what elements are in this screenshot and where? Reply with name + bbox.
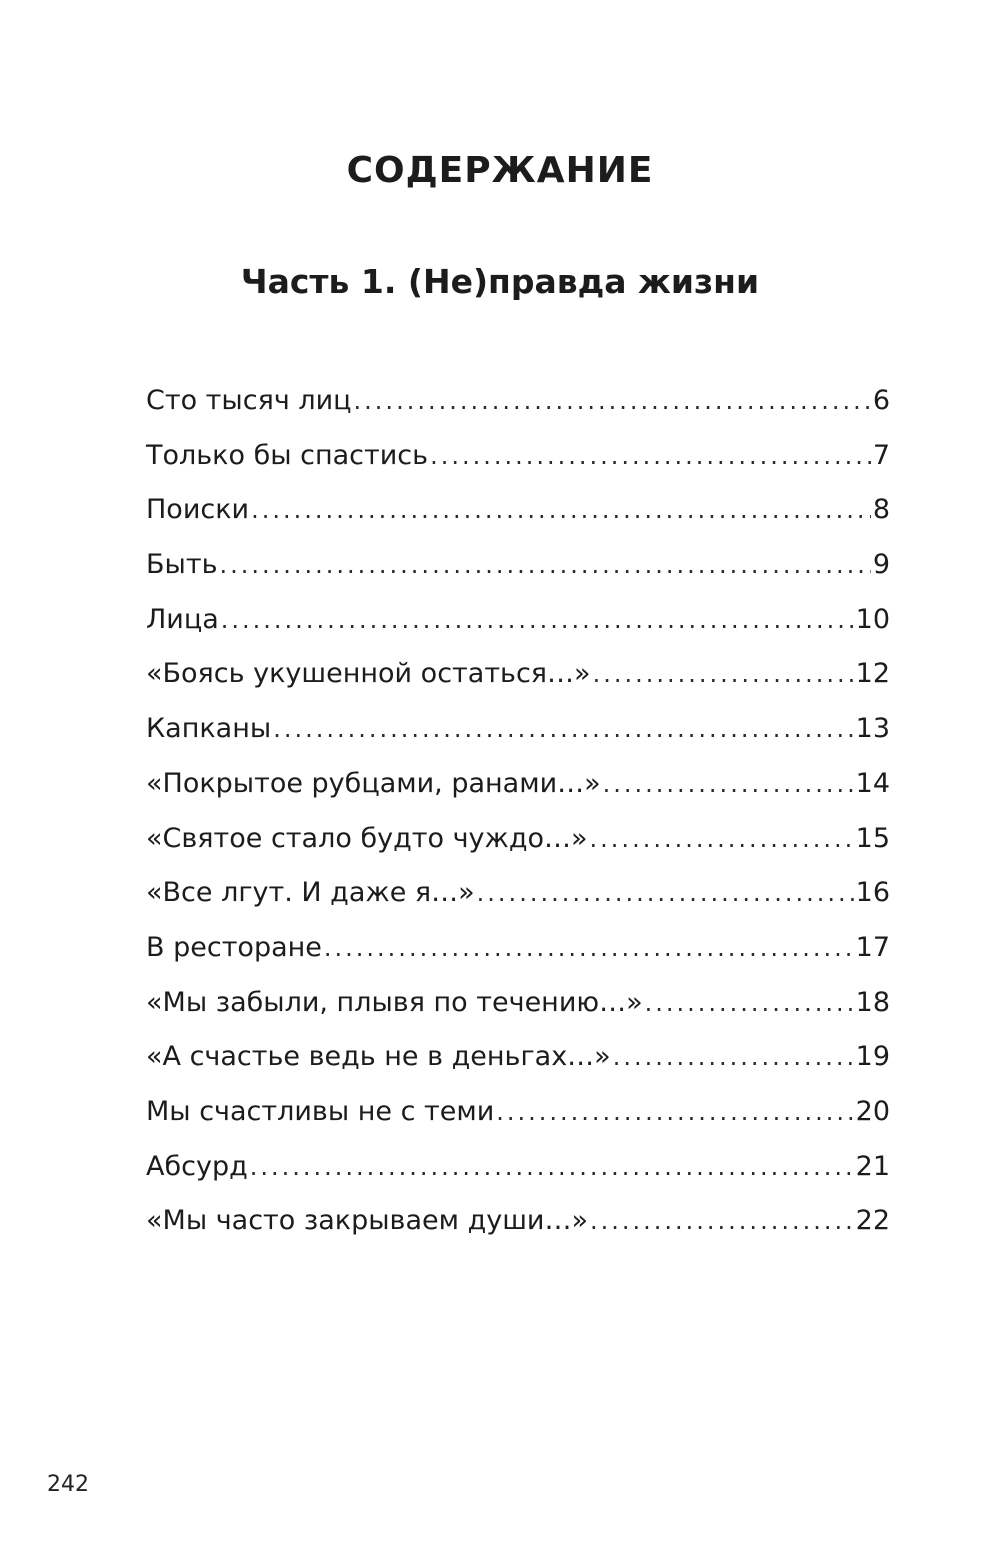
toc-entry-page: 20 <box>855 1095 890 1127</box>
toc-entry-page: 9 <box>872 549 890 581</box>
toc-entry-title: «Мы часто закрываем души…» <box>146 1205 588 1237</box>
toc-entry[interactable] <box>146 976 890 1031</box>
toc-entry-title: «А счастье ведь не в деньгах…» <box>146 1041 611 1073</box>
dot-leader <box>477 866 854 921</box>
toc-entry-page: 19 <box>855 1041 890 1073</box>
dot-leader <box>219 538 870 593</box>
toc-entry[interactable] <box>146 1140 890 1195</box>
dot-leader <box>603 757 854 812</box>
page-number: 242 <box>47 1472 89 1497</box>
dot-leader <box>590 812 854 867</box>
toc-entry-title: Быть <box>146 549 218 581</box>
toc-entry-title: Сто тысяч лиц <box>146 385 352 416</box>
dot-leader <box>354 374 871 429</box>
dot-leader <box>613 1030 854 1085</box>
toc-entry[interactable] <box>146 1030 890 1085</box>
toc-entry-page: 22 <box>855 1205 890 1237</box>
contents-heading: СОДЕРЖАНИЕ <box>346 150 654 191</box>
toc-entry-title: «Боясь укушенной остаться…» <box>146 658 591 690</box>
toc-entry[interactable] <box>146 429 890 484</box>
dot-leader <box>496 1085 853 1140</box>
toc-entry-page: 8 <box>872 494 890 526</box>
toc-entry[interactable] <box>146 483 890 538</box>
toc-entry[interactable] <box>146 812 890 867</box>
toc-entry-title: Поиски <box>146 494 250 526</box>
part-title: Часть 1. (Не)правда жизни <box>240 262 760 301</box>
toc-entry[interactable] <box>146 538 890 593</box>
table-of-contents <box>146 374 890 1249</box>
toc-entry-title: «Все лгут. И даже я…» <box>146 877 475 909</box>
toc-entry[interactable] <box>146 1194 890 1249</box>
toc-entry[interactable] <box>146 757 890 812</box>
toc-entry-title: Только бы спастись <box>146 439 429 471</box>
toc-entry-title: Мы счастливы не с теми <box>146 1095 495 1127</box>
toc-entry-page: 6 <box>872 385 890 416</box>
dot-leader <box>645 976 854 1031</box>
toc-entry-page: 13 <box>855 713 890 745</box>
toc-entry[interactable] <box>146 702 890 757</box>
toc-entry-page: 18 <box>855 986 890 1018</box>
toc-entry-page: 14 <box>855 767 890 799</box>
dot-leader <box>273 702 853 757</box>
toc-entry-title: «Святое стало будто чуждо…» <box>146 822 588 854</box>
dot-leader <box>251 483 871 538</box>
dot-leader <box>324 921 854 976</box>
toc-entry-title: «Мы забыли, плывя по течению…» <box>146 986 643 1018</box>
toc-entry-title: Абсурд <box>146 1150 248 1182</box>
dot-leader <box>430 429 871 484</box>
toc-entry-page: 17 <box>855 931 890 963</box>
toc-entry-page: 12 <box>855 658 890 690</box>
toc-entry[interactable] <box>146 1085 890 1140</box>
toc-entry-page: 16 <box>855 877 890 909</box>
toc-entry-title: В ресторане <box>146 931 322 963</box>
dot-leader <box>250 1140 854 1195</box>
toc-entry-title: «Покрытое рубцами, ранами…» <box>146 767 601 799</box>
dot-leader <box>590 1194 854 1249</box>
toc-entry[interactable] <box>146 593 890 648</box>
toc-entry[interactable] <box>146 374 890 429</box>
toc-entry-title: Капканы <box>146 713 272 745</box>
dot-leader <box>221 593 854 648</box>
dot-leader <box>593 647 854 702</box>
toc-entry-page: 10 <box>855 603 890 635</box>
toc-entry[interactable] <box>146 866 890 921</box>
toc-entry-page: 7 <box>872 439 890 471</box>
toc-entry[interactable] <box>146 921 890 976</box>
toc-entry-page: 21 <box>855 1150 890 1182</box>
toc-entry[interactable] <box>146 647 890 702</box>
toc-entry-title: Лица <box>146 603 219 635</box>
toc-entry-page: 15 <box>855 822 890 854</box>
